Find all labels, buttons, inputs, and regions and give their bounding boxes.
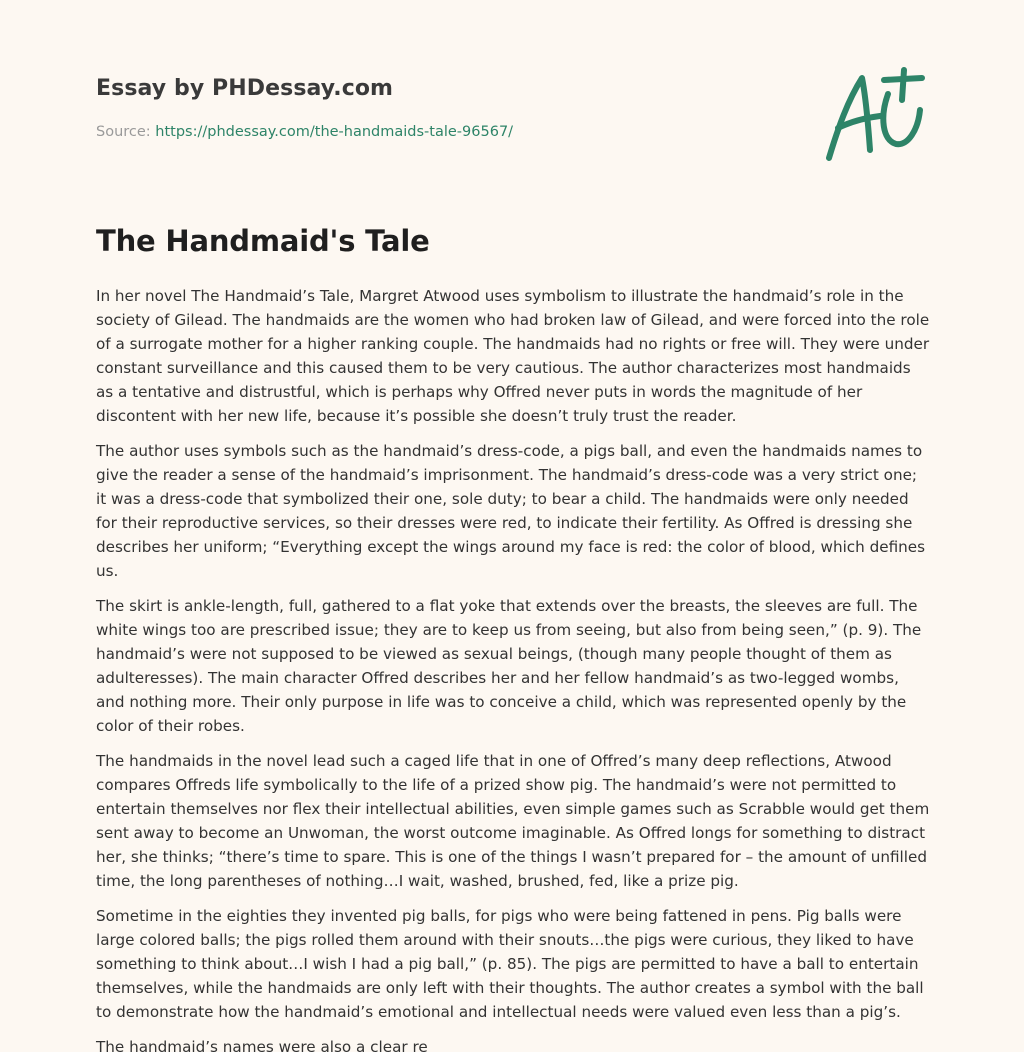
source-line — [96, 124, 513, 140]
essay-title: The Handmaid's Tale — [96, 224, 430, 258]
essay-paragraph: The author uses symbols such as the handmaid’s dress-code, a pigs ball, and even the handmaids names to give the reader a sense of the handmaid’s imprisonment. The handmaid’s dress-code was a very strict one; it was a dress-code that symbolized their one, sole duty; to bear a child. The handmaids were only needed for their reproductive services, so their dresses were red, to indicate their fertility. As Offred is dressing she describes her uniform; “Everything except the wings around my face is red: the color of blood, which defines us. — [96, 442, 926, 580]
source-label: Source: — [96, 124, 156, 140]
a-plus-grade-icon — [818, 66, 934, 168]
essay-paragraph-truncated: The handmaid’s names were also a clear re — [96, 1038, 428, 1052]
essay-paragraph: The skirt is ankle-length, full, gathered to a flat yoke that extends over the breasts, the sleeves are full. The white wings too are prescribed issue; they are to keep us from seeing, but also from being seen,” (p. 9). The handmaid’s were not supposed to be viewed as sexual beings, (though many people thought of them as adulteresses). The main character Offred describes her and her fellow handmaid’s as two-legged wombs, and nothing more. Their only purpose in life was to conceive a child, which was represented openly by the color of their robes. — [96, 597, 922, 735]
essay-paragraph: Sometime in the eighties they invented pig balls, for pigs who were being fattened in pens. Pig balls were large colored balls; the pigs rolled them around with their snouts…the pigs were curious, they liked to have something to think about…I wish I had a pig ball,” (p. 85). The pigs are permitted to have a ball to entertain themselves, while the handmaids are only left with their thoughts. The author creates a symbol with the ball to demonstrate how the handmaid’s emotional and intellectual needs were valued even less than a pig’s. — [96, 907, 924, 1021]
source-link[interactable]: https://phdessay.com/the-handmaids-tale-96567/ — [155, 124, 514, 140]
essay-body — [96, 284, 932, 1052]
essay-paragraph: The handmaids in the novel lead such a caged life that in one of Offred’s many deep reflections, Atwood compares Offreds life symbolically to the life of a prized show pig. The handmaid’s were not permitted to entertain themselves nor flex their intellectual abilities, even simple games such as Scrabble would get them sent away to become an Unwoman, the worst outcome imaginable. As Offred longs for something to distract her, she thinks; “there’s time to spare. This is one of the things I wasn’t prepared for – the amount of unfilled time, the long parentheses of nothing…I wait, washed, brushed, fed, like a prize pig. — [96, 752, 930, 890]
site-brand: Essay by PHDessay.com — [96, 76, 394, 101]
essay-paragraph: In her novel The Handmaid’s Tale, Margret Atwood uses symbolism to illustrate the handmaid’s role in the society of Gilead. The handmaids are the women who had broken law of Gilead, and were forced into the role of a surrogate mother for a higher ranking couple. The handmaids had no rights or free will. They were under constant surveillance and this caused them to be very cautious. The author characterizes most handmaids as a tentative and distrustful, which is perhaps why Offred never puts in words the magnitude of her discontent with her new life, because it’s possible she doesn’t truly trust the reader. — [96, 287, 930, 425]
